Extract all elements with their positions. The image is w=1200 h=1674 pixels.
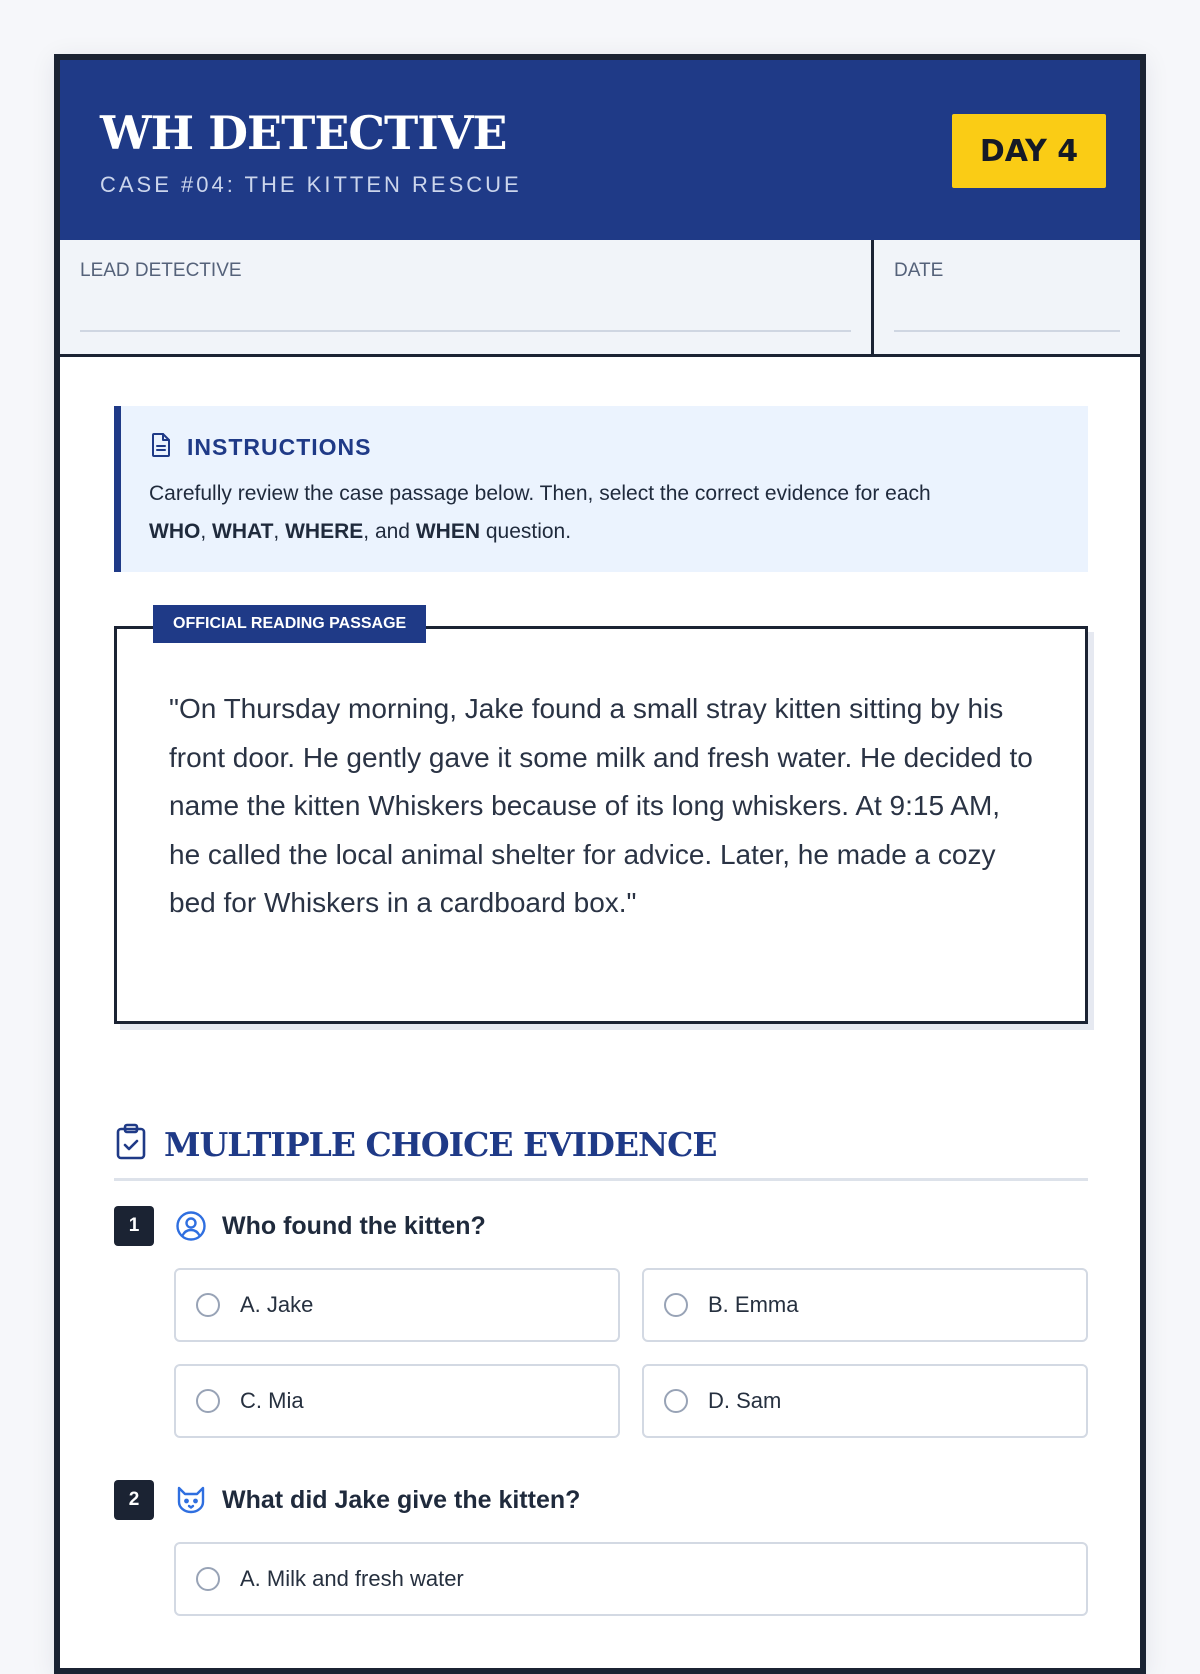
user-circle-icon (174, 1209, 208, 1243)
radio-button[interactable] (664, 1293, 688, 1317)
day-badge: DAY 4 (952, 114, 1106, 188)
radio-button[interactable] (196, 1293, 220, 1317)
worksheet-header (60, 60, 1140, 240)
case-subtitle: CASE #04: THE KITTEN RESCUE (100, 172, 522, 197)
option-b[interactable] (642, 1268, 1088, 1342)
option-label: A. Milk and fresh water (240, 1566, 464, 1591)
page-title: WH DETECTIVE (100, 106, 507, 160)
option-a[interactable] (174, 1268, 620, 1342)
date-field[interactable] (874, 240, 1140, 354)
instructions-text: Carefully review the case passage below. Then, select the correct evidence for each WHO, WHAT, WHERE, and WHEN question. (149, 482, 931, 543)
option-label: D. Sam (708, 1388, 782, 1413)
document-icon (149, 432, 173, 463)
radio-button[interactable] (196, 1389, 220, 1413)
wh-what: WHAT (212, 520, 274, 543)
date-label: DATE (894, 260, 944, 281)
radio-button[interactable] (664, 1389, 688, 1413)
wh-where: WHERE (285, 520, 364, 543)
question-1 (114, 1206, 1088, 1438)
mc-section-header (114, 1122, 1088, 1166)
options-grid (174, 1542, 1088, 1616)
worksheet (54, 54, 1146, 1674)
lead-detective-line (80, 330, 851, 332)
lead-detective-field[interactable] (60, 240, 874, 354)
option-c[interactable] (174, 1364, 620, 1438)
question-text: Who found the kitten? (222, 1211, 486, 1240)
option-d[interactable] (642, 1364, 1088, 1438)
passage-tag: OFFICIAL READING PASSAGE (153, 605, 426, 643)
radio-button[interactable] (196, 1567, 220, 1591)
options-grid (174, 1268, 1088, 1438)
option-label: A. Jake (240, 1292, 314, 1317)
cat-icon (174, 1483, 208, 1517)
clipboard-check-icon (114, 1123, 148, 1166)
question-number: 2 (114, 1480, 154, 1520)
option-label: B. Emma (708, 1292, 799, 1317)
mc-section-title: MULTIPLE CHOICE EVIDENCE (164, 1124, 717, 1164)
instructions-box (114, 406, 1088, 572)
option-a[interactable] (174, 1542, 1088, 1616)
question-2 (114, 1480, 1088, 1616)
mc-divider (114, 1178, 1088, 1181)
date-line (894, 330, 1120, 332)
option-label: C. Mia (240, 1388, 304, 1413)
passage-text: "On Thursday morning, Jake found a small stray kitten sitting by his front door. He gently gave it some milk and fresh water. He decided to name the kitten Whiskers because of its long whiskers. At 9:15 AM, he called the local animal shelter for advice. Later, he made a cozy bed for Whiskers in a cardboard box." (169, 693, 1033, 918)
meta-row (60, 240, 1140, 357)
reading-passage (114, 615, 1088, 1024)
lead-detective-label: LEAD DETECTIVE (80, 260, 242, 281)
question-number: 1 (114, 1206, 154, 1246)
instructions-title: INSTRUCTIONS (187, 434, 372, 460)
wh-when: WHEN (415, 520, 480, 543)
question-text: What did Jake give the kitten? (222, 1485, 581, 1514)
wh-who: WHO (149, 520, 201, 543)
